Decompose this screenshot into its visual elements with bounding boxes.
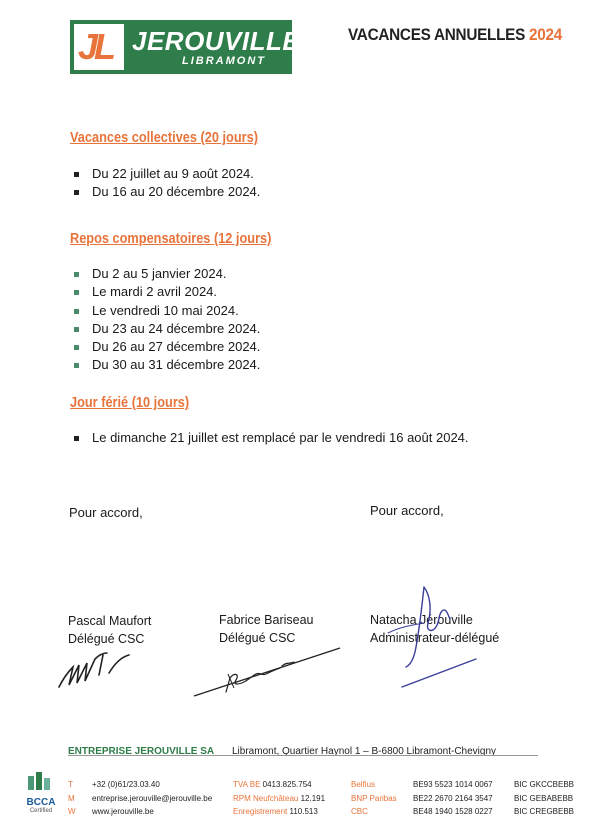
signature-1: [55, 645, 145, 695]
registry-value: 110.513: [289, 807, 318, 816]
signature-3: [380, 575, 490, 690]
signatory-role: Délégué CSC: [68, 632, 145, 646]
bank-iban: BE22 2670 2164 3547: [413, 793, 493, 803]
contact-key: W: [68, 807, 76, 816]
registry-value: 0413.825.754: [262, 780, 312, 789]
bank-name: BNP Paribas: [351, 793, 397, 803]
section-heading-holiday: Jour férié (10 jours): [70, 395, 190, 411]
agreement-left: Pour accord,: [69, 505, 143, 520]
registry-label: RPM Neufchâteau: [233, 793, 299, 803]
list-item: Le vendredi 10 mai 2024.: [70, 302, 260, 320]
document-title: VACANCES ANNUELLES 2024: [348, 25, 563, 44]
contact-value: +32 (0)61/23.03.40: [92, 780, 160, 789]
list-item: Du 26 au 27 décembre 2024.: [70, 338, 260, 356]
list-item: Le mardi 2 avril 2024.: [70, 283, 260, 301]
bank-iban: BE93 5523 1014 0067: [413, 780, 493, 789]
bank-iban: BE48 1940 1528 0227: [413, 807, 493, 816]
contact-key: T: [68, 780, 73, 789]
list-collective: [70, 165, 260, 202]
footer-divider: [68, 755, 538, 756]
list-item: Du 2 au 5 janvier 2024.: [70, 265, 260, 283]
signatory-1: [68, 612, 151, 648]
list-holiday: [70, 429, 469, 447]
bank-name: Belfius: [351, 780, 376, 789]
bcca-sub: Certified: [29, 808, 53, 814]
signatory-name: Natacha Jérouville: [370, 613, 473, 627]
contact-value: www.jerouville.be: [92, 807, 154, 816]
footer-address: Libramont, Quartier Haynol 1 – B-6800 Libramont-Chevigny: [232, 746, 497, 757]
logo-mark: JL: [74, 24, 124, 70]
signatory-name: Pascal Maufort: [68, 614, 152, 628]
list-item: Du 22 juillet au 9 août 2024.: [70, 165, 260, 183]
registry-label: TVA BE: [233, 780, 261, 789]
logo-name: JEROUVILLE: [132, 26, 301, 56]
section-heading-collective: Vacances collectives (20 jours): [70, 130, 258, 146]
footer-registry: [233, 778, 325, 819]
list-compensatory: [70, 265, 260, 375]
footer-company: ENTREPRISE JEROUVILLE SA: [68, 746, 215, 757]
bcca-label: BCCA: [26, 797, 56, 808]
bank-bic: BIC GKCCBEBB: [514, 780, 575, 789]
list-item: Le dimanche 21 juillet est remplacé par le vendredi 16 août 2024.: [70, 429, 469, 447]
company-logo: [70, 20, 301, 74]
list-item: Du 30 au 31 décembre 2024.: [70, 356, 260, 374]
signatory-name: Fabrice Bariseau: [219, 613, 314, 627]
agreement-right: Pour accord,: [370, 503, 444, 518]
contact-value: entreprise.jerouville@jerouville.be: [92, 793, 213, 803]
signatory-role: Délégué CSC: [219, 631, 296, 645]
list-item: Du 16 au 20 décembre 2024.: [70, 183, 260, 201]
list-item: Du 23 au 24 décembre 2024.: [70, 320, 260, 338]
registry-value: 12.191: [300, 793, 326, 803]
logo-sub: LIBRAMONT: [182, 55, 266, 67]
bank-bic: BIC CREGBEBB: [514, 807, 575, 816]
contact-key: M: [68, 793, 75, 803]
footer-banks: [351, 778, 574, 819]
section-heading-compensatory: Repos compensatoires (12 jours): [70, 231, 272, 247]
bank-name: CBC: [351, 807, 368, 816]
bcca-badge: [22, 768, 60, 820]
bcca-icon: [22, 768, 60, 792]
registry-label: Enregistrement: [233, 807, 288, 816]
document-year: 2024: [529, 25, 563, 44]
signatory-role: Administrateur-délégué: [370, 631, 500, 645]
bank-bic: BIC GEBABEBB: [514, 793, 574, 803]
signature-2: [190, 638, 345, 700]
footer-contacts: [68, 778, 212, 819]
